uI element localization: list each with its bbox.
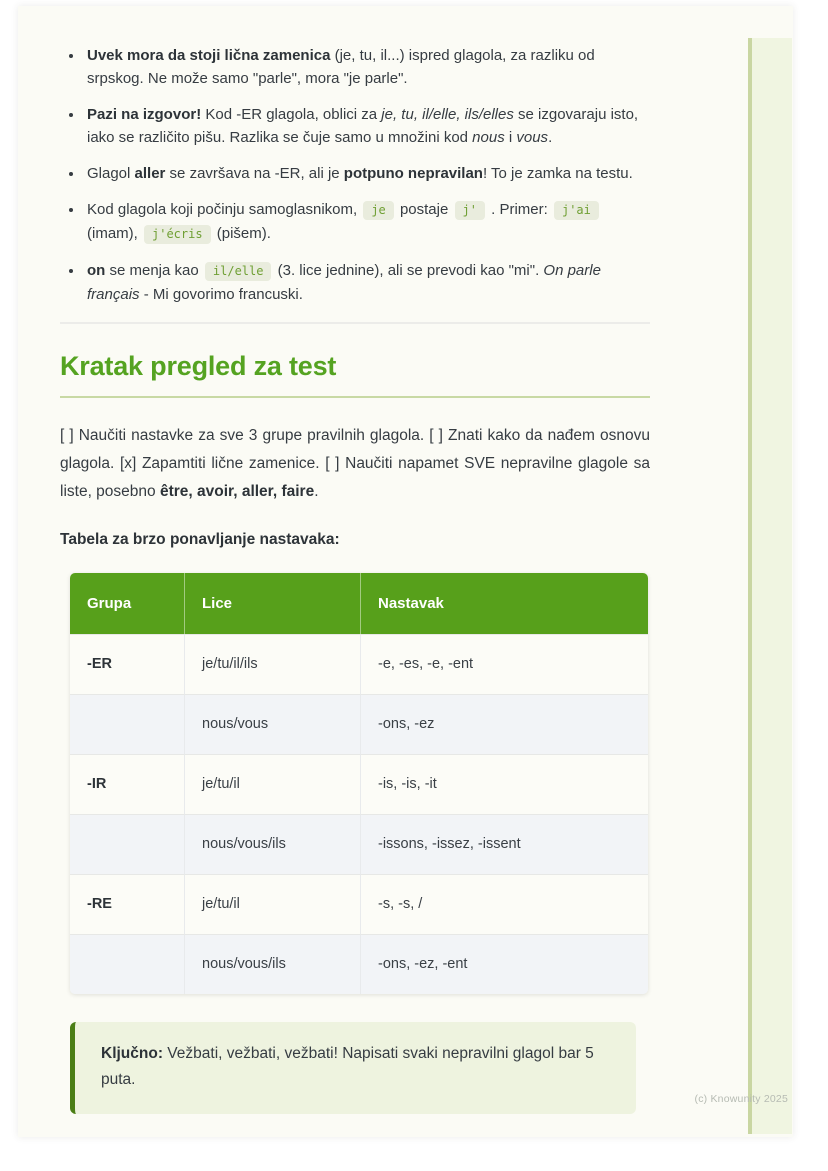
table-row	[70, 754, 648, 814]
table-row	[70, 694, 648, 754]
text-plain: Kod glagola koji počinju samoglasnikom,	[87, 201, 362, 218]
list-item	[84, 103, 650, 149]
text-italic: je, tu, il/elle, ils/elles	[381, 106, 514, 123]
conjugation-table	[70, 573, 648, 994]
text-italic: nous	[472, 129, 505, 146]
text-plain: .	[548, 129, 553, 146]
table-cell-ending: -e, -es, -e, -ent	[361, 634, 648, 694]
column-header: Grupa	[70, 573, 185, 634]
text-plain: Vežbati, vežbati, vežbati! Napisati svaki nepravilni glagol bar 5 puta.	[101, 1045, 594, 1088]
key-callout	[70, 1022, 636, 1114]
text-plain: [ ] Naučiti nastavke za sve 3 grupe pravilnih glagola. [ ] Znati kako da nađem osnovu glagola. [x] Zapamtiti lične zamenice. [ ] Naučiti napamet SVE nepravilne glagole sa liste, posebno	[60, 427, 650, 500]
column-header: Lice	[185, 573, 361, 634]
table-cell-group: -IR	[70, 754, 185, 814]
column-header: Nastavak	[361, 573, 648, 634]
text-plain: se završava na -ER, ali je	[165, 165, 344, 182]
text-plain: i	[504, 129, 517, 146]
text-bold: Pazi na izgovor!	[87, 106, 202, 123]
table-cell-group: -RE	[70, 874, 185, 934]
text-plain: (imam),	[87, 225, 142, 242]
list-item	[84, 198, 650, 246]
section-heading: Kratak pregled za test	[60, 351, 650, 398]
table-row	[70, 934, 648, 994]
table-head	[70, 573, 648, 634]
text-plain: (je, tu, il...) ispred glagola, za razliku od srpskog. Ne može samo "parle", mora "je parle".	[87, 47, 595, 87]
document-content	[60, 6, 650, 1114]
text-plain: postaje	[395, 201, 453, 218]
table-cell-person: nous/vous	[185, 694, 361, 754]
tips-list	[60, 44, 650, 306]
table-cell-person: je/tu/il/ils	[185, 634, 361, 694]
table-cell-ending: -issons, -issez, -issent	[361, 814, 648, 874]
list-item	[84, 44, 650, 90]
text-plain: ! To je zamka na testu.	[482, 165, 633, 182]
header-row	[70, 573, 648, 634]
table-cell-group	[70, 934, 185, 994]
text-bold: Uvek mora da stoji lična zamenica	[87, 47, 331, 64]
table-cell-group	[70, 814, 185, 874]
text-italic: vous	[516, 129, 549, 146]
table-intro: Tabela za brzo ponavljanje nastavaka:	[60, 531, 340, 548]
watermark: (c) Knowunity 2025	[694, 1093, 788, 1105]
text-plain: (pišem).	[212, 225, 271, 242]
table-cell-ending: -s, -s, /	[361, 874, 648, 934]
table-row	[70, 874, 648, 934]
table-cell-person: je/tu/il	[185, 874, 361, 934]
inline-code-chip: j'	[455, 201, 485, 220]
table-cell-group: -ER	[70, 634, 185, 694]
text-bold: on	[87, 262, 106, 279]
table-cell-ending: -ons, -ez, -ent	[361, 934, 648, 994]
table-cell-ending: -is, -is, -it	[361, 754, 648, 814]
text-bold: être, avoir, aller, faire	[159, 483, 315, 500]
table-row	[70, 634, 648, 694]
table-cell-ending: -ons, -ez	[361, 694, 648, 754]
table-body	[70, 634, 648, 994]
text-plain: se izgovaraju isto, iako se različito pišu. Razlika se čuje samo u množini kod	[87, 106, 639, 146]
text-plain: Kod -ER glagola, oblici za	[201, 106, 382, 123]
table-cell-group	[70, 694, 185, 754]
text-bold: potpuno nepravilan	[343, 165, 483, 182]
list-item	[84, 162, 650, 185]
text-italic: On parle français	[87, 262, 601, 303]
text-bold: aller	[134, 165, 166, 182]
checklist-paragraph	[60, 422, 650, 506]
text-plain: se menja kao	[105, 262, 203, 279]
text-plain: .	[314, 483, 319, 500]
table-row	[70, 814, 648, 874]
table-cell-person: nous/vous/ils	[185, 814, 361, 874]
text-plain: . Primer:	[486, 201, 552, 218]
section-divider	[60, 322, 650, 324]
inline-code-chip: j'ai	[554, 201, 599, 220]
inline-code-chip: j'écris	[144, 225, 211, 244]
document-page	[18, 6, 793, 1137]
list-item	[84, 259, 650, 306]
text-plain: Glagol	[87, 165, 135, 182]
table-cell-person: je/tu/il	[185, 754, 361, 814]
inline-code-chip: je	[363, 201, 393, 220]
page-margin-strip	[748, 38, 792, 1134]
text-bold: Ključno:	[101, 1045, 163, 1062]
inline-code-chip: il/elle	[205, 262, 272, 281]
table-cell-person: nous/vous/ils	[185, 934, 361, 994]
text-plain: - Mi govorimo francuski.	[139, 286, 303, 303]
text-plain: (3. lice jednine), ali se prevodi kao "mi".	[273, 262, 544, 279]
